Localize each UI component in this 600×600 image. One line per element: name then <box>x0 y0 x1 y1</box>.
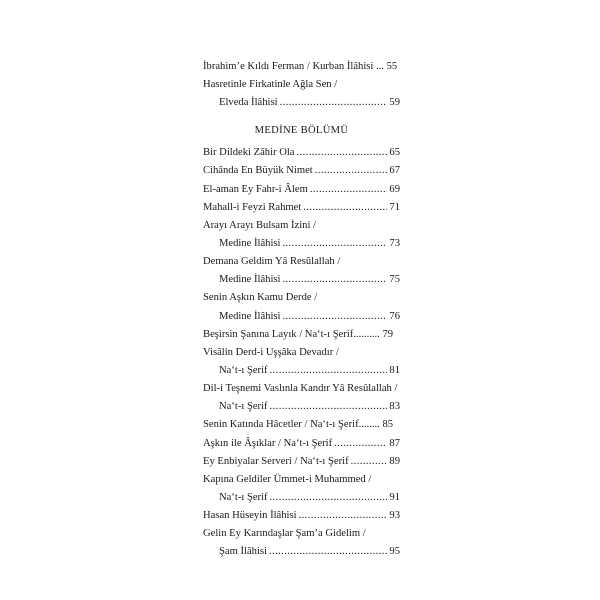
toc-entry-continuation <box>203 97 400 109</box>
toc-entry <box>203 347 400 359</box>
dot-leader <box>310 184 388 196</box>
toc-entry-page-number: 83 <box>389 401 400 413</box>
toc-entry-continuation <box>203 365 400 377</box>
toc-entry-title: Elveda İlâhisi <box>219 97 278 109</box>
toc-entry-title: Medine İlâhisi <box>219 237 281 249</box>
toc-entry-page-number: 91 <box>389 491 400 503</box>
toc-entry-continuation <box>203 546 400 558</box>
toc-entry-continuation <box>203 238 400 250</box>
toc-entry-title: Medine İlâhisi <box>219 310 281 322</box>
toc-entry-page-number: 89 <box>389 455 400 467</box>
toc-entry-title: Senin Aşkın Kamu Derde / <box>203 292 318 304</box>
toc-entry-title: Hasretinle Firkatinle Ağla Sen / <box>203 79 338 91</box>
toc-entry-page-number: 93 <box>389 510 400 522</box>
toc-entry-page-number: 59 <box>389 97 400 109</box>
dot-leader <box>351 456 388 468</box>
dot-leader <box>269 546 387 558</box>
dot-leader <box>303 202 387 214</box>
toc-entry-page-number: 71 <box>389 201 400 213</box>
toc-entry-title: Beşirsin Şanına Layık / Na‘t-ı Şerif.......... <box>203 328 380 340</box>
toc-entry-title: Demana Geldim Yâ Resûlallah / <box>203 256 341 268</box>
dot-leader <box>270 401 388 413</box>
toc-entry <box>203 438 400 450</box>
toc-entry-page-number: 55 <box>386 61 398 72</box>
toc-entry <box>203 510 400 522</box>
toc-entry <box>203 79 400 91</box>
toc-entry-title: Bir Dildeki Zâhir Ola <box>203 147 295 159</box>
toc-entry-page-number: 87 <box>389 437 400 449</box>
toc-entry-title: Ey Enbiyalar Serveri / Na‘t-ı Şerif <box>203 455 349 467</box>
toc-entry-title: Kapına Geldiler Ümmet-i Muhammed / <box>203 473 372 485</box>
dot-leader <box>315 165 388 177</box>
dot-leader <box>297 147 388 159</box>
toc-entry-page-number: 65 <box>389 147 400 159</box>
toc-entry <box>203 220 400 232</box>
toc-entry-title: İbrahim’e Kıldı Ferman / Kurban İlâhisi ... <box>203 61 384 72</box>
toc-entry-title: Senin Katında Hâcetler / Na‘t-ı Şerif........ <box>203 419 380 431</box>
dot-leader <box>283 274 388 286</box>
section-heading: MEDİNE BÖLÜMÜ <box>254 125 349 137</box>
toc-entry-title: Medine İlâhisi <box>219 274 281 286</box>
toc-entry-title: Gelin Ey Karındaşlar Şam’a Gidelim / <box>203 528 366 540</box>
toc-entry-title: Hasan Hüseyin İlâhisi <box>203 510 297 522</box>
toc-entry-page-number: 85 <box>382 419 394 431</box>
toc-section-list <box>203 147 400 558</box>
toc-entry <box>203 474 400 486</box>
toc-entry <box>203 256 400 268</box>
toc-entry-title: Na‘t-ı Şerif <box>219 401 268 413</box>
toc-entry-page-number: 81 <box>389 364 400 376</box>
toc-top-list <box>203 61 400 109</box>
toc-entry <box>203 184 400 196</box>
toc-entry-continuation <box>203 492 400 504</box>
toc-entry <box>203 329 400 341</box>
toc-entry-title: Na‘t-ı Şerif <box>219 364 268 376</box>
toc-entry <box>203 147 400 159</box>
dot-leader <box>299 510 388 522</box>
toc-entry <box>203 202 400 214</box>
dot-leader <box>270 365 388 377</box>
toc-entry-continuation <box>203 311 400 323</box>
toc-entry-page-number: 95 <box>389 546 400 558</box>
toc-entry <box>203 528 400 540</box>
dot-leader <box>280 97 388 109</box>
toc-entry <box>203 61 400 73</box>
table-of-contents <box>203 61 400 565</box>
toc-entry-title: Cihânda En Büyük Nimet <box>203 165 313 177</box>
toc-entry-title: Arayı Arayı Bulsam İzini / <box>203 219 316 231</box>
toc-entry-title: Şam İlâhisi <box>219 546 267 558</box>
dot-leader <box>270 492 388 504</box>
toc-entry-page-number: 67 <box>389 165 400 177</box>
toc-entry <box>203 383 400 395</box>
toc-entry-page-number: 76 <box>389 310 400 322</box>
toc-entry <box>203 419 400 431</box>
toc-entry-continuation <box>203 274 400 286</box>
toc-entry-title: Visâlin Derd-i Uşşâka Devadır / <box>203 346 339 358</box>
toc-entry-title: Aşkın ile Âşıklar / Na‘t-ı Şerif <box>203 437 333 449</box>
toc-entry-page-number: 73 <box>389 237 400 249</box>
toc-entry-continuation <box>203 401 400 413</box>
toc-entry-page-number: 79 <box>382 328 394 340</box>
toc-entry <box>203 165 400 177</box>
toc-entry-title: Dil-i Teşnemi Vaslınla Kandır Yâ Resûlallah / <box>203 383 398 395</box>
toc-entry-page-number: 75 <box>389 274 400 286</box>
dot-leader <box>283 311 388 323</box>
toc-entry-page-number: 69 <box>389 183 400 195</box>
toc-entry-title: Na‘t-ı Şerif <box>219 491 268 503</box>
toc-entry-title: Mahall-i Feyzi Rahmet <box>203 201 302 213</box>
dot-leader <box>283 238 388 250</box>
toc-entry <box>203 456 400 468</box>
dot-leader <box>334 438 387 450</box>
toc-entry-title: El-aman Ey Fahr-i Âlem <box>203 183 308 195</box>
toc-entry <box>203 292 400 304</box>
